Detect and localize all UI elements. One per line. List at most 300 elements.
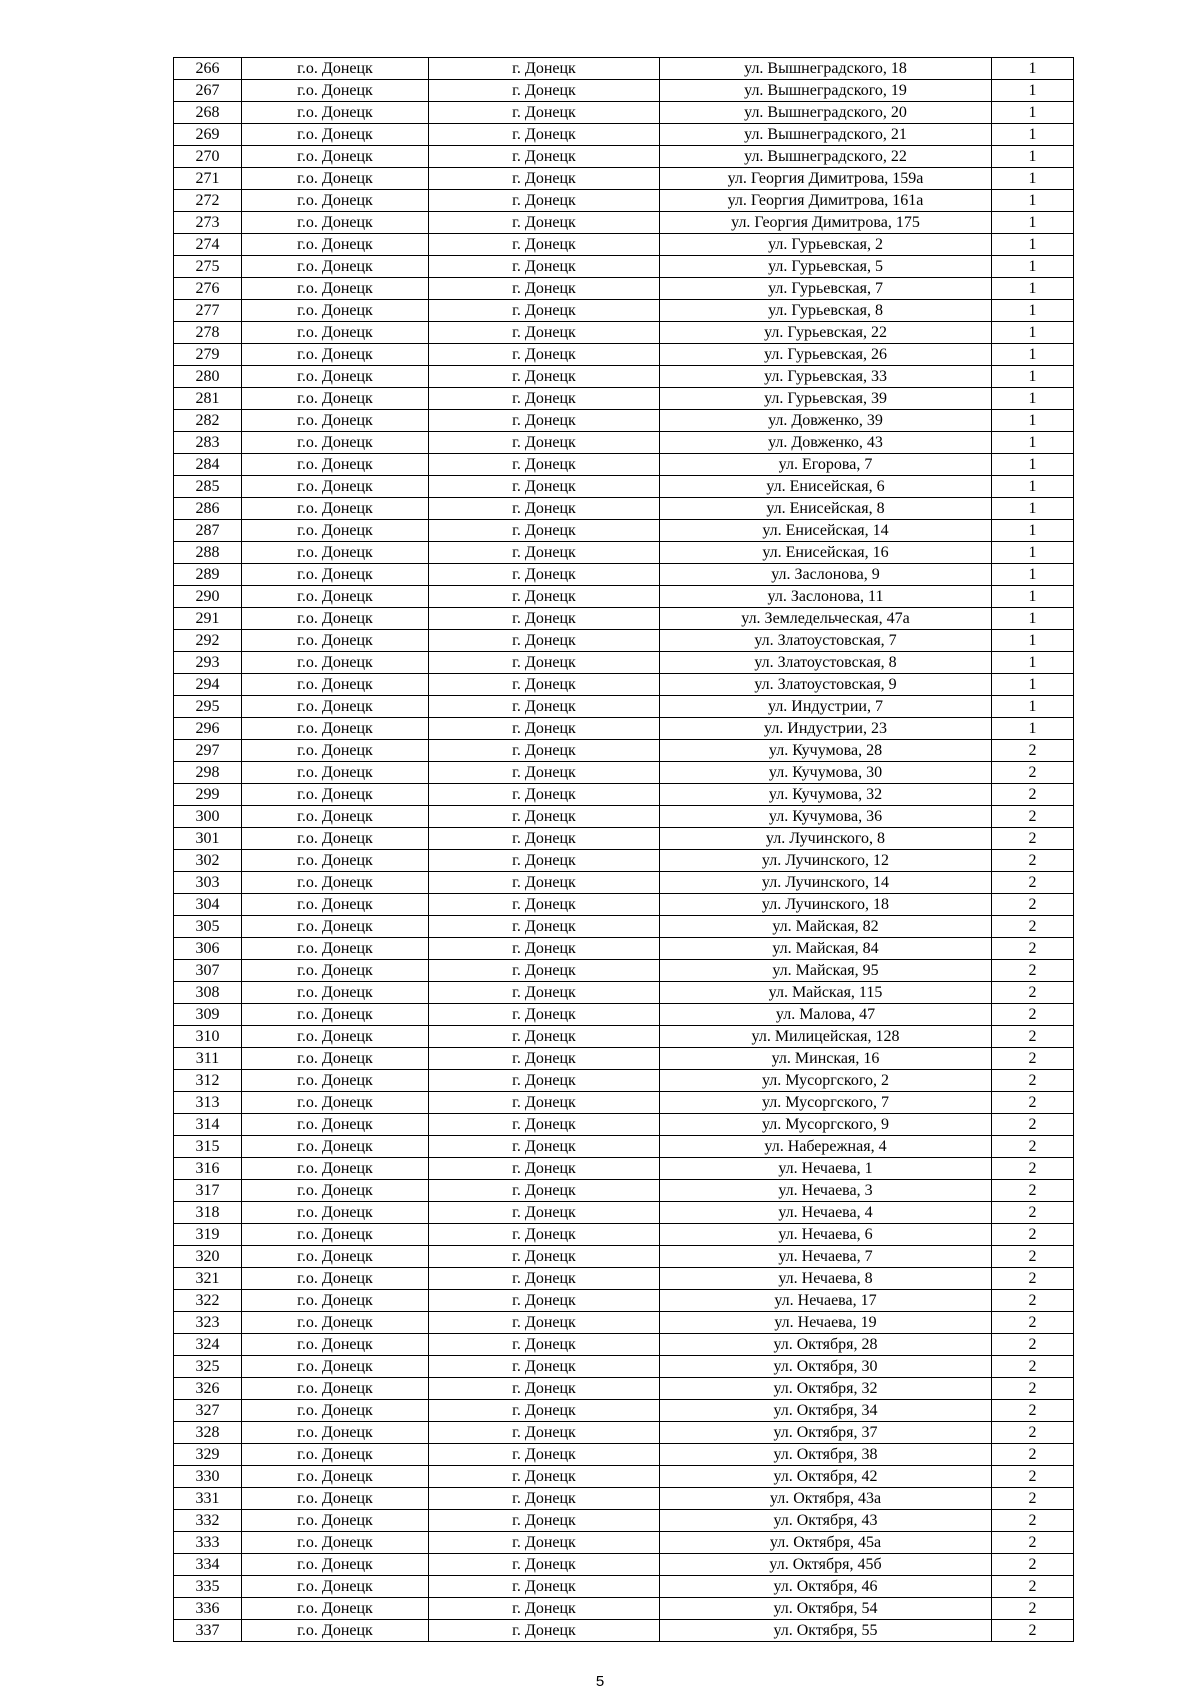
group-cell: 2	[992, 1334, 1074, 1356]
row-number-cell: 270	[174, 146, 242, 168]
municipal-district-cell: г.о. Донецк	[242, 102, 429, 124]
municipal-district-cell: г.о. Донецк	[242, 520, 429, 542]
group-cell: 1	[992, 652, 1074, 674]
address-cell: ул. Минская, 16	[660, 1048, 992, 1070]
table-row	[174, 234, 1074, 256]
table-row	[174, 190, 1074, 212]
table-row	[174, 586, 1074, 608]
municipal-district-cell: г.о. Донецк	[242, 388, 429, 410]
table-row	[174, 872, 1074, 894]
address-cell: ул. Нечаева, 17	[660, 1290, 992, 1312]
group-cell: 2	[992, 1598, 1074, 1620]
municipal-district-cell: г.о. Донецк	[242, 1422, 429, 1444]
row-number-cell: 318	[174, 1202, 242, 1224]
municipal-district-cell: г.о. Донецк	[242, 1334, 429, 1356]
address-cell: ул. Нечаева, 8	[660, 1268, 992, 1290]
group-cell: 1	[992, 608, 1074, 630]
row-number-cell: 314	[174, 1114, 242, 1136]
group-cell: 1	[992, 564, 1074, 586]
city-cell: г. Донецк	[429, 1422, 660, 1444]
table-row	[174, 454, 1074, 476]
city-cell: г. Донецк	[429, 1598, 660, 1620]
group-cell: 1	[992, 388, 1074, 410]
row-number-cell: 299	[174, 784, 242, 806]
row-number-cell: 322	[174, 1290, 242, 1312]
table-row	[174, 168, 1074, 190]
row-number-cell: 302	[174, 850, 242, 872]
city-cell: г. Донецк	[429, 322, 660, 344]
row-number-cell: 278	[174, 322, 242, 344]
address-cell: ул. Вышнеградского, 20	[660, 102, 992, 124]
address-cell: ул. Мусоргского, 9	[660, 1114, 992, 1136]
city-cell: г. Донецк	[429, 1554, 660, 1576]
group-cell: 1	[992, 168, 1074, 190]
table-row	[174, 1158, 1074, 1180]
address-cell: ул. Октября, 28	[660, 1334, 992, 1356]
row-number-cell: 285	[174, 476, 242, 498]
group-cell: 1	[992, 146, 1074, 168]
city-cell: г. Донецк	[429, 410, 660, 432]
table-row	[174, 322, 1074, 344]
address-cell: ул. Индустрии, 7	[660, 696, 992, 718]
table-row	[174, 894, 1074, 916]
municipal-district-cell: г.о. Донецк	[242, 1532, 429, 1554]
group-cell: 1	[992, 586, 1074, 608]
address-cell: ул. Октября, 45б	[660, 1554, 992, 1576]
city-cell: г. Донецк	[429, 256, 660, 278]
row-number-cell: 303	[174, 872, 242, 894]
table-row	[174, 608, 1074, 630]
municipal-district-cell: г.о. Донецк	[242, 1246, 429, 1268]
row-number-cell: 332	[174, 1510, 242, 1532]
group-cell: 2	[992, 1246, 1074, 1268]
table-row	[174, 1114, 1074, 1136]
table-row	[174, 410, 1074, 432]
municipal-district-cell: г.о. Донецк	[242, 1466, 429, 1488]
city-cell: г. Донецк	[429, 1268, 660, 1290]
city-cell: г. Донецк	[429, 1180, 660, 1202]
municipal-district-cell: г.о. Донецк	[242, 1114, 429, 1136]
table-row	[174, 300, 1074, 322]
municipal-district-cell: г.о. Донецк	[242, 1092, 429, 1114]
city-cell: г. Донецк	[429, 1092, 660, 1114]
row-number-cell: 274	[174, 234, 242, 256]
address-cell: ул. Мусоргского, 7	[660, 1092, 992, 1114]
address-cell: ул. Октября, 37	[660, 1422, 992, 1444]
table-row	[174, 630, 1074, 652]
row-number-cell: 308	[174, 982, 242, 1004]
table-row	[174, 1290, 1074, 1312]
group-cell: 1	[992, 366, 1074, 388]
group-cell: 2	[992, 1136, 1074, 1158]
group-cell: 1	[992, 344, 1074, 366]
city-cell: г. Донецк	[429, 102, 660, 124]
group-cell: 2	[992, 850, 1074, 872]
city-cell: г. Донецк	[429, 1532, 660, 1554]
city-cell: г. Донецк	[429, 630, 660, 652]
table-row	[174, 1312, 1074, 1334]
table-row	[174, 1026, 1074, 1048]
municipal-district-cell: г.о. Донецк	[242, 872, 429, 894]
city-cell: г. Донецк	[429, 1312, 660, 1334]
group-cell: 1	[992, 520, 1074, 542]
group-cell: 2	[992, 916, 1074, 938]
address-cell: ул. Нечаева, 4	[660, 1202, 992, 1224]
table-row	[174, 784, 1074, 806]
city-cell: г. Донецк	[429, 476, 660, 498]
municipal-district-cell: г.о. Донецк	[242, 1620, 429, 1642]
table-row	[174, 1268, 1074, 1290]
municipal-district-cell: г.о. Донецк	[242, 278, 429, 300]
table-row	[174, 1070, 1074, 1092]
group-cell: 2	[992, 1312, 1074, 1334]
table-row	[174, 146, 1074, 168]
city-cell: г. Донецк	[429, 80, 660, 102]
row-number-cell: 279	[174, 344, 242, 366]
group-cell: 2	[992, 1158, 1074, 1180]
city-cell: г. Донецк	[429, 916, 660, 938]
address-cell: ул. Октября, 32	[660, 1378, 992, 1400]
address-cell: ул. Георгия Димитрова, 175	[660, 212, 992, 234]
group-cell: 2	[992, 1378, 1074, 1400]
municipal-district-cell: г.о. Донецк	[242, 1070, 429, 1092]
city-cell: г. Донецк	[429, 1026, 660, 1048]
row-number-cell: 297	[174, 740, 242, 762]
table-row	[174, 1576, 1074, 1598]
row-number-cell: 315	[174, 1136, 242, 1158]
row-number-cell: 313	[174, 1092, 242, 1114]
table-row	[174, 80, 1074, 102]
city-cell: г. Донецк	[429, 124, 660, 146]
row-number-cell: 289	[174, 564, 242, 586]
municipal-district-cell: г.о. Донецк	[242, 1510, 429, 1532]
group-cell: 2	[992, 1576, 1074, 1598]
group-cell: 1	[992, 718, 1074, 740]
municipal-district-cell: г.о. Донецк	[242, 1048, 429, 1070]
table-row	[174, 1048, 1074, 1070]
row-number-cell: 300	[174, 806, 242, 828]
group-cell: 2	[992, 1510, 1074, 1532]
row-number-cell: 273	[174, 212, 242, 234]
group-cell: 2	[992, 872, 1074, 894]
address-cell: ул. Октября, 38	[660, 1444, 992, 1466]
group-cell: 2	[992, 1224, 1074, 1246]
municipal-district-cell: г.о. Донецк	[242, 696, 429, 718]
group-cell: 2	[992, 828, 1074, 850]
table-row	[174, 1620, 1074, 1642]
table-row	[174, 696, 1074, 718]
group-cell: 2	[992, 806, 1074, 828]
municipal-district-cell: г.о. Донецк	[242, 1026, 429, 1048]
table-row	[174, 1246, 1074, 1268]
address-cell: ул. Кучумова, 32	[660, 784, 992, 806]
table-row	[174, 1400, 1074, 1422]
row-number-cell: 281	[174, 388, 242, 410]
table-row	[174, 564, 1074, 586]
address-cell: ул. Кучумова, 30	[660, 762, 992, 784]
address-cell: ул. Енисейская, 8	[660, 498, 992, 520]
page-number: 5	[595, 1673, 605, 1690]
municipal-district-cell: г.о. Донецк	[242, 674, 429, 696]
municipal-district-cell: г.о. Донецк	[242, 234, 429, 256]
city-cell: г. Донецк	[429, 1136, 660, 1158]
group-cell: 2	[992, 740, 1074, 762]
table-row	[174, 102, 1074, 124]
city-cell: г. Донецк	[429, 1444, 660, 1466]
table-row	[174, 344, 1074, 366]
group-cell: 2	[992, 982, 1074, 1004]
city-cell: г. Донецк	[429, 1004, 660, 1026]
table-row	[174, 1554, 1074, 1576]
city-cell: г. Донецк	[429, 894, 660, 916]
address-cell: ул. Довженко, 43	[660, 432, 992, 454]
municipal-district-cell: г.о. Донецк	[242, 1312, 429, 1334]
table-row	[174, 542, 1074, 564]
municipal-district-cell: г.о. Донецк	[242, 982, 429, 1004]
table-row	[174, 1378, 1074, 1400]
municipal-district-cell: г.о. Донецк	[242, 1576, 429, 1598]
city-cell: г. Донецк	[429, 806, 660, 828]
row-number-cell: 269	[174, 124, 242, 146]
city-cell: г. Донецк	[429, 278, 660, 300]
group-cell: 1	[992, 498, 1074, 520]
city-cell: г. Донецк	[429, 696, 660, 718]
table-row	[174, 982, 1074, 1004]
municipal-district-cell: г.о. Донецк	[242, 1158, 429, 1180]
table-row	[174, 278, 1074, 300]
table-row	[174, 960, 1074, 982]
address-cell: ул. Мусоргского, 2	[660, 1070, 992, 1092]
city-cell: г. Донецк	[429, 1246, 660, 1268]
city-cell: г. Донецк	[429, 1114, 660, 1136]
table-row	[174, 1224, 1074, 1246]
address-cell: ул. Гурьевская, 39	[660, 388, 992, 410]
table-row	[174, 806, 1074, 828]
table-row	[174, 366, 1074, 388]
municipal-district-cell: г.о. Донецк	[242, 322, 429, 344]
address-cell: ул. Енисейская, 14	[660, 520, 992, 542]
municipal-district-cell: г.о. Донецк	[242, 1202, 429, 1224]
city-cell: г. Донецк	[429, 1620, 660, 1642]
row-number-cell: 266	[174, 58, 242, 80]
city-cell: г. Донецк	[429, 828, 660, 850]
address-cell: ул. Нечаева, 7	[660, 1246, 992, 1268]
row-number-cell: 275	[174, 256, 242, 278]
municipal-district-cell: г.о. Донецк	[242, 1598, 429, 1620]
row-number-cell: 294	[174, 674, 242, 696]
municipal-district-cell: г.о. Донецк	[242, 432, 429, 454]
group-cell: 1	[992, 256, 1074, 278]
municipal-district-cell: г.о. Донецк	[242, 1004, 429, 1026]
address-cell: ул. Георгия Димитрова, 161а	[660, 190, 992, 212]
address-cell: ул. Октября, 30	[660, 1356, 992, 1378]
row-number-cell: 298	[174, 762, 242, 784]
row-number-cell: 327	[174, 1400, 242, 1422]
table-row	[174, 850, 1074, 872]
municipal-district-cell: г.о. Донецк	[242, 608, 429, 630]
row-number-cell: 316	[174, 1158, 242, 1180]
table-row	[174, 762, 1074, 784]
group-cell: 2	[992, 1092, 1074, 1114]
city-cell: г. Донецк	[429, 146, 660, 168]
table-row	[174, 58, 1074, 80]
table-row	[174, 1202, 1074, 1224]
municipal-district-cell: г.о. Донецк	[242, 190, 429, 212]
address-cell: ул. Гурьевская, 8	[660, 300, 992, 322]
address-cell: ул. Георгия Димитрова, 159а	[660, 168, 992, 190]
group-cell: 2	[992, 1620, 1074, 1642]
municipal-district-cell: г.о. Донецк	[242, 1136, 429, 1158]
row-number-cell: 295	[174, 696, 242, 718]
address-cell: ул. Заслонова, 11	[660, 586, 992, 608]
table-row	[174, 256, 1074, 278]
address-cell: ул. Майская, 95	[660, 960, 992, 982]
table-row	[174, 718, 1074, 740]
address-cell: ул. Заслонова, 9	[660, 564, 992, 586]
row-number-cell: 311	[174, 1048, 242, 1070]
municipal-district-cell: г.о. Донецк	[242, 652, 429, 674]
group-cell: 2	[992, 1466, 1074, 1488]
group-cell: 1	[992, 476, 1074, 498]
municipal-district-cell: г.о. Донецк	[242, 1378, 429, 1400]
row-number-cell: 306	[174, 938, 242, 960]
row-number-cell: 301	[174, 828, 242, 850]
address-cell: ул. Милицейская, 128	[660, 1026, 992, 1048]
table-row	[174, 916, 1074, 938]
group-cell: 1	[992, 432, 1074, 454]
table-row	[174, 938, 1074, 960]
group-cell: 2	[992, 1268, 1074, 1290]
city-cell: г. Донецк	[429, 1070, 660, 1092]
group-cell: 2	[992, 1070, 1074, 1092]
table-row	[174, 1004, 1074, 1026]
group-cell: 1	[992, 102, 1074, 124]
city-cell: г. Донецк	[429, 1202, 660, 1224]
group-cell: 2	[992, 1356, 1074, 1378]
city-cell: г. Донецк	[429, 190, 660, 212]
city-cell: г. Донецк	[429, 1048, 660, 1070]
address-cell: ул. Нечаева, 19	[660, 1312, 992, 1334]
municipal-district-cell: г.о. Донецк	[242, 1290, 429, 1312]
row-number-cell: 320	[174, 1246, 242, 1268]
row-number-cell: 272	[174, 190, 242, 212]
group-cell: 1	[992, 278, 1074, 300]
row-number-cell: 305	[174, 916, 242, 938]
city-cell: г. Донецк	[429, 872, 660, 894]
group-cell: 2	[992, 1488, 1074, 1510]
city-cell: г. Донецк	[429, 1158, 660, 1180]
group-cell: 1	[992, 454, 1074, 476]
group-cell: 1	[992, 58, 1074, 80]
city-cell: г. Донецк	[429, 652, 660, 674]
address-cell: ул. Октября, 43а	[660, 1488, 992, 1510]
city-cell: г. Донецк	[429, 1400, 660, 1422]
address-cell: ул. Нечаева, 6	[660, 1224, 992, 1246]
address-cell: ул. Кучумова, 28	[660, 740, 992, 762]
city-cell: г. Донецк	[429, 938, 660, 960]
municipal-district-cell: г.о. Донецк	[242, 212, 429, 234]
row-number-cell: 276	[174, 278, 242, 300]
group-cell: 2	[992, 1290, 1074, 1312]
city-cell: г. Донецк	[429, 344, 660, 366]
row-number-cell: 307	[174, 960, 242, 982]
row-number-cell: 330	[174, 1466, 242, 1488]
address-cell: ул. Енисейская, 16	[660, 542, 992, 564]
city-cell: г. Донецк	[429, 718, 660, 740]
city-cell: г. Донецк	[429, 1576, 660, 1598]
row-number-cell: 288	[174, 542, 242, 564]
address-cell: ул. Майская, 84	[660, 938, 992, 960]
group-cell: 2	[992, 1202, 1074, 1224]
row-number-cell: 309	[174, 1004, 242, 1026]
group-cell: 2	[992, 1180, 1074, 1202]
row-number-cell: 267	[174, 80, 242, 102]
table-row	[174, 432, 1074, 454]
municipal-district-cell: г.о. Донецк	[242, 410, 429, 432]
municipal-district-cell: г.о. Донецк	[242, 366, 429, 388]
table-row	[174, 1598, 1074, 1620]
address-cell: ул. Лучинского, 12	[660, 850, 992, 872]
table-row	[174, 1136, 1074, 1158]
row-number-cell: 337	[174, 1620, 242, 1642]
address-cell: ул. Гурьевская, 2	[660, 234, 992, 256]
group-cell: 2	[992, 1400, 1074, 1422]
group-cell: 1	[992, 542, 1074, 564]
table-row	[174, 1356, 1074, 1378]
address-cell: ул. Златоустовская, 9	[660, 674, 992, 696]
address-cell: ул. Енисейская, 6	[660, 476, 992, 498]
address-cell: ул. Кучумова, 36	[660, 806, 992, 828]
row-number-cell: 326	[174, 1378, 242, 1400]
group-cell: 2	[992, 894, 1074, 916]
table-row	[174, 520, 1074, 542]
city-cell: г. Донецк	[429, 520, 660, 542]
municipal-district-cell: г.о. Донецк	[242, 1488, 429, 1510]
municipal-district-cell: г.о. Донецк	[242, 564, 429, 586]
municipal-district-cell: г.о. Донецк	[242, 58, 429, 80]
municipal-district-cell: г.о. Донецк	[242, 80, 429, 102]
group-cell: 2	[992, 1004, 1074, 1026]
city-cell: г. Донецк	[429, 762, 660, 784]
group-cell: 1	[992, 630, 1074, 652]
address-cell: ул. Вышнеградского, 21	[660, 124, 992, 146]
city-cell: г. Донецк	[429, 1224, 660, 1246]
municipal-district-cell: г.о. Донецк	[242, 762, 429, 784]
city-cell: г. Донецк	[429, 432, 660, 454]
address-cell: ул. Земледельческая, 47а	[660, 608, 992, 630]
municipal-district-cell: г.о. Донецк	[242, 894, 429, 916]
address-cell: ул. Октября, 43	[660, 1510, 992, 1532]
address-cell: ул. Гурьевская, 7	[660, 278, 992, 300]
table-row	[174, 740, 1074, 762]
city-cell: г. Донецк	[429, 740, 660, 762]
municipal-district-cell: г.о. Донецк	[242, 256, 429, 278]
municipal-district-cell: г.о. Донецк	[242, 542, 429, 564]
address-cell: ул. Вышнеградского, 19	[660, 80, 992, 102]
city-cell: г. Донецк	[429, 366, 660, 388]
municipal-district-cell: г.о. Донецк	[242, 806, 429, 828]
municipal-district-cell: г.о. Донецк	[242, 784, 429, 806]
municipal-district-cell: г.о. Донецк	[242, 740, 429, 762]
row-number-cell: 290	[174, 586, 242, 608]
municipal-district-cell: г.о. Донецк	[242, 498, 429, 520]
row-number-cell: 328	[174, 1422, 242, 1444]
table-row	[174, 498, 1074, 520]
row-number-cell: 325	[174, 1356, 242, 1378]
city-cell: г. Донецк	[429, 1290, 660, 1312]
city-cell: г. Донецк	[429, 1488, 660, 1510]
row-number-cell: 286	[174, 498, 242, 520]
